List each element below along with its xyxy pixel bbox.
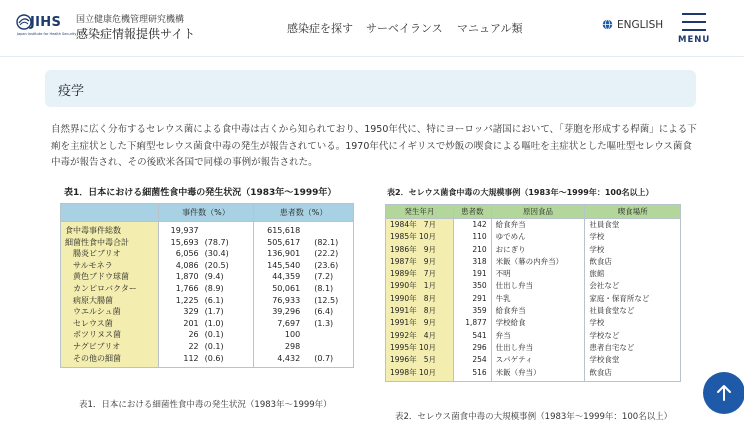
table2-place-cell: 学校 (585, 231, 681, 243)
table1-cases-cell (158, 260, 254, 272)
table1-cases-cell (158, 248, 254, 260)
table2-month: 10月 (418, 367, 436, 377)
back-to-top-button[interactable] (703, 372, 744, 414)
table1-cases-cell (158, 295, 254, 307)
table2-food-cell: 給食弁当 (491, 219, 585, 232)
table-row (386, 293, 681, 305)
table1-patients-cell (254, 341, 354, 353)
table2-month: 1月 (423, 281, 436, 291)
table-row (61, 306, 354, 318)
table2-place-cell: 会社など (585, 280, 681, 292)
table2-food-cell: おにぎり (491, 244, 585, 256)
table1-caption: 表1．日本における細菌性食中毒の発生状況（1983年～1999年） (79, 400, 332, 410)
table1-cases-percent: (1.7) (204, 307, 224, 317)
table-row (386, 231, 681, 243)
section-heading-text: 疫学 (58, 84, 85, 99)
table2-patients-cell: 110 (453, 231, 491, 243)
table1-cases-percent: (8.9) (204, 283, 224, 293)
table2-food-cell: 仕出し弁当 (491, 280, 585, 292)
table1-cases-cell (158, 222, 254, 237)
table-row (61, 295, 354, 307)
table2-date-cell (386, 231, 454, 243)
table2-place-cell: 学校 (585, 244, 681, 256)
table2-header-cell: 喫食場所 (585, 205, 681, 219)
table1-label-cell: 黄色ブドウ球菌 (61, 271, 159, 283)
table2-food-cell: 仕出し弁当 (491, 342, 585, 354)
table-row (386, 219, 681, 232)
table1-label-cell: 細菌性食中毒合計 (61, 237, 159, 249)
table1-patients-cell (254, 306, 354, 318)
table1-cases-value: 6,056 (175, 249, 199, 259)
table1-patients-cell (254, 237, 354, 249)
table2-year: 1995年 (390, 342, 417, 352)
table1-label-cell: 病原大腸菌 (61, 295, 159, 307)
table1-patients-value: 50,061 (272, 283, 301, 293)
header-divider (0, 56, 744, 57)
table1-patients-cell (254, 222, 354, 237)
table2-year: 1998年 (390, 367, 417, 377)
table2-month: 4月 (423, 330, 436, 340)
table1-cases-percent: (0.1) (204, 330, 224, 340)
table1-cases-value: 112 (183, 353, 199, 363)
table2-year: 1996年 (390, 355, 417, 365)
table2-place-cell: 学校食堂 (585, 354, 681, 366)
table-row (386, 244, 681, 256)
table2-header-row (386, 205, 681, 219)
table2-date-cell (386, 317, 454, 329)
table2-food-cell: 不明 (491, 268, 585, 280)
table2-place-cell: 学校など (585, 330, 681, 342)
table-row (61, 329, 354, 341)
table2-month: 8月 (423, 306, 436, 316)
table2-patients-cell: 541 (453, 330, 491, 342)
table1-patients-cell (254, 248, 354, 260)
section-heading (45, 70, 696, 107)
table1-label-cell: 腸炎ビブリオ (61, 248, 159, 260)
table-row (386, 256, 681, 268)
table-row (61, 283, 354, 295)
table2-place-cell: 家庭・保育所など (585, 293, 681, 305)
table2-place-cell: 旅館 (585, 268, 681, 280)
table2-patients-cell: 318 (453, 256, 491, 268)
table2-header-cell: 原因食品 (491, 205, 585, 219)
table2-month: 10月 (418, 342, 436, 352)
table2-food-cell: 米飯（弁当） (491, 367, 585, 382)
table1-patients-value: 7,697 (277, 318, 301, 328)
hamburger-icon-bar (682, 21, 706, 23)
table1-patients-value: 39,296 (272, 307, 301, 317)
table2-place-cell: 社員食堂 (585, 219, 681, 232)
table2-place-cell: 飲食店 (585, 256, 681, 268)
table1-cases-percent: (0.6) (204, 353, 224, 363)
table1-patients-value: 136,901 (267, 249, 301, 259)
table1-patients-percent: (7.2) (314, 272, 334, 282)
table2-year: 1992年 (390, 330, 417, 340)
table2-patients-cell: 296 (453, 342, 491, 354)
table2-patients-cell: 516 (453, 367, 491, 382)
table-row (386, 305, 681, 317)
table2-title: 表2．セレウス菌食中毒の大規模事例（1983年～1999年：100名以上） (387, 188, 654, 197)
table2-food-cell: 弁当 (491, 330, 585, 342)
table2-place-cell: 患者自宅など (585, 342, 681, 354)
table-row (386, 280, 681, 292)
table1-patients-value: 298 (284, 341, 301, 351)
table2-food-cell: 給食弁当 (491, 305, 585, 317)
table2-date-cell (386, 256, 454, 268)
nav-item-find-disease[interactable]: 感染症を探す (287, 22, 353, 35)
table2-year: 1986年 (390, 244, 417, 254)
table2-patients-cell: 191 (453, 268, 491, 280)
table2-food-cell: 米飯（幕の内弁当） (491, 256, 585, 268)
table2-date-cell (386, 330, 454, 342)
menu-label: MENU (678, 35, 711, 45)
table1-cases-cell (158, 271, 254, 283)
table1-patients-percent: (8.1) (314, 283, 334, 293)
table1-header-cell: 事件数（%） (158, 204, 254, 222)
table1-patients-percent: (6.4) (314, 307, 334, 317)
table2-date-cell (386, 293, 454, 305)
table2-year: 1985年 (390, 232, 417, 242)
table2-year: 1987年 (390, 256, 417, 266)
table1-patients-cell (254, 283, 354, 295)
site-header (0, 0, 744, 56)
table1-cases-percent: (6.1) (204, 295, 224, 305)
table2-date-cell (386, 219, 454, 232)
table1-cases-percent: (78.7) (204, 237, 229, 247)
table1-patients-cell (254, 295, 354, 307)
table2-month: 9月 (423, 318, 436, 328)
table2 (385, 204, 681, 382)
table1-patients-value: 44,359 (272, 272, 301, 282)
table2-month: 7月 (423, 220, 436, 229)
table1-cases-cell (158, 283, 254, 295)
table1-cases-percent: (20.5) (204, 260, 229, 270)
table2-patients-cell: 350 (453, 280, 491, 292)
table2-date-cell (386, 354, 454, 366)
table2-patients-cell: 291 (453, 293, 491, 305)
table-row (386, 330, 681, 342)
table2-place-cell: 学校 (585, 317, 681, 329)
table1-patients-value: 615,618 (267, 226, 301, 235)
table1-patients-cell (254, 271, 354, 283)
table2-patients-cell: 359 (453, 305, 491, 317)
table1-cases-value: 15,693 (170, 237, 199, 247)
table1-label-cell: ボツリヌス菌 (61, 329, 159, 341)
table2-food-cell: 学校給食 (491, 317, 585, 329)
table1-header-cell: 患者数（%） (254, 204, 354, 222)
table-row (61, 222, 354, 237)
table1-cases-percent: (0.1) (204, 341, 224, 351)
table1-cases-value: 26 (188, 330, 199, 340)
table1-patients-value: 145,540 (267, 260, 301, 270)
table1-cases-cell (158, 341, 254, 353)
arrow-up-icon (715, 383, 733, 403)
table1-cases-value: 1,870 (175, 272, 199, 282)
table2-date-cell (386, 342, 454, 354)
table1-patients-percent: (23.6) (314, 260, 339, 270)
site-name[interactable]: 感染症情報提供サイト (76, 27, 196, 41)
site-logo[interactable] (16, 10, 77, 40)
table2-month: 9月 (423, 256, 436, 266)
nav-item-surveillance[interactable]: サーベイランス (366, 22, 443, 35)
table1-patients-value: 4,432 (277, 353, 301, 363)
table1-patients-percent: (22.2) (314, 249, 339, 259)
language-label: ENGLISH (617, 19, 664, 31)
table2-place-cell: 社員食堂など (585, 305, 681, 317)
table1-cases-value: 329 (183, 307, 199, 317)
table1-cases-percent: (9.4) (204, 272, 224, 282)
table1-patients-value: 505,617 (267, 237, 301, 247)
globe-icon (602, 19, 613, 30)
table-row (386, 354, 681, 366)
table2-food-cell: ゆでめん (491, 231, 585, 243)
menu-button[interactable] (676, 11, 714, 47)
table1-patients-value: 76,933 (272, 295, 301, 305)
table2-month: 10月 (418, 232, 436, 242)
table1-patients-cell (254, 260, 354, 272)
table1-cases-value: 22 (188, 341, 199, 351)
table1-patients-percent: (12.5) (314, 295, 339, 305)
table1-header-row (61, 204, 354, 222)
table2-date-cell (386, 367, 454, 382)
table2-year: 1984年 (390, 220, 417, 229)
table1-label-cell: セレウス菌 (61, 318, 159, 330)
table2-date-cell (386, 280, 454, 292)
table2-date-cell (386, 244, 454, 256)
table2-patients-cell: 142 (453, 219, 491, 232)
table1-patients-cell (254, 329, 354, 341)
table1-cases-value: 19,937 (170, 226, 199, 235)
table2-year: 1991年 (390, 306, 417, 316)
table1-cases-value: 1,766 (175, 283, 199, 293)
logo-text: JIHS (30, 15, 62, 30)
table1-patients-percent: (82.1) (314, 237, 339, 247)
table1-label-cell: その他の細菌 (61, 353, 159, 368)
table2-year: 1989年 (390, 269, 417, 279)
hamburger-icon (682, 13, 706, 15)
table1-patients-value: 100 (284, 330, 301, 340)
table1-label-cell: サルモネラ (61, 260, 159, 272)
table-row (61, 353, 354, 368)
table2-year: 1990年 (390, 281, 417, 291)
table-row (61, 237, 354, 249)
table2-patients-cell: 210 (453, 244, 491, 256)
language-switch[interactable] (602, 19, 663, 31)
table1-cases-cell (158, 353, 254, 368)
body-paragraph: 自然界に広く分布するセレウス菌による食中毒は古くから知られており、1950年代に、特にヨーロッパ諸国において、「芽胞を形成する桿菌」による下痢を主症状とした下痢型セレウス菌食中毒の発生が報告されている。1970年代にイギリスで炒飯の喫食による嘔吐を主症状とした嘔吐型セレウス菌食中毒が報告され、その後欧米各国で同様の事例が報告された。 (51, 124, 697, 168)
logo-subtext: Japan Institute for Health Security (17, 32, 77, 36)
table-row (61, 271, 354, 283)
table2-header-cell: 発生年月 (386, 205, 454, 219)
table2-food-cell: 牛乳 (491, 293, 585, 305)
table-row (386, 268, 681, 280)
table-row (386, 342, 681, 354)
table-row (61, 260, 354, 272)
table-row (386, 367, 681, 382)
table-row (61, 318, 354, 330)
table1-cases-cell (158, 329, 254, 341)
table1-cases-value: 4,086 (175, 260, 199, 270)
table2-month: 7月 (423, 269, 436, 279)
table2-caption: 表2．セレウス菌食中毒の大規模事例（1983年～1999年：100名以上） (395, 412, 673, 422)
table1-label-cell: カンピロバクター (61, 283, 159, 295)
table1-cases-cell (158, 318, 254, 330)
table1-cases-value: 1,225 (175, 295, 199, 305)
table2-patients-cell: 1,877 (453, 317, 491, 329)
table1-cases-cell (158, 306, 254, 318)
table1-header-cell (61, 204, 159, 222)
table2-food-cell: スパゲティ (491, 354, 585, 366)
table2-header-cell: 患者数 (453, 205, 491, 219)
table2-year: 1991年 (390, 318, 417, 328)
table2-year: 1990年 (390, 293, 417, 303)
table2-date-cell (386, 305, 454, 317)
nav-item-manuals[interactable]: マニュアル類 (457, 22, 523, 35)
table1-patients-cell (254, 318, 354, 330)
table-row (61, 248, 354, 260)
table1-label-cell: ナグビブリオ (61, 341, 159, 353)
table1-patients-percent: (0.7) (314, 353, 334, 363)
table2-month: 5月 (423, 355, 436, 365)
table-row (61, 341, 354, 353)
table2-date-cell (386, 268, 454, 280)
table1-label-cell: 食中毒事件総数 (61, 222, 159, 237)
table1 (60, 203, 354, 368)
hamburger-icon-bar (682, 29, 706, 31)
table1-cases-percent: (30.4) (204, 249, 229, 259)
table1-cases-percent: (1.0) (204, 318, 224, 328)
table1-patients-percent: (1.3) (314, 318, 334, 328)
table1-cases-cell (158, 237, 254, 249)
table1-cases-value: 201 (183, 318, 199, 328)
table1-title: 表1．日本における細菌性食中毒の発生状況（1983年～1999年） (64, 188, 337, 198)
table1-patients-cell (254, 353, 354, 368)
table2-place-cell: 飲食店 (585, 367, 681, 382)
table1-label-cell: ウエルシュ菌 (61, 306, 159, 318)
table2-month: 8月 (423, 293, 436, 303)
table2-month: 9月 (423, 244, 436, 254)
table-row (386, 317, 681, 329)
table2-patients-cell: 254 (453, 354, 491, 366)
org-name: 国立健康危機管理研究機構 (76, 15, 185, 25)
